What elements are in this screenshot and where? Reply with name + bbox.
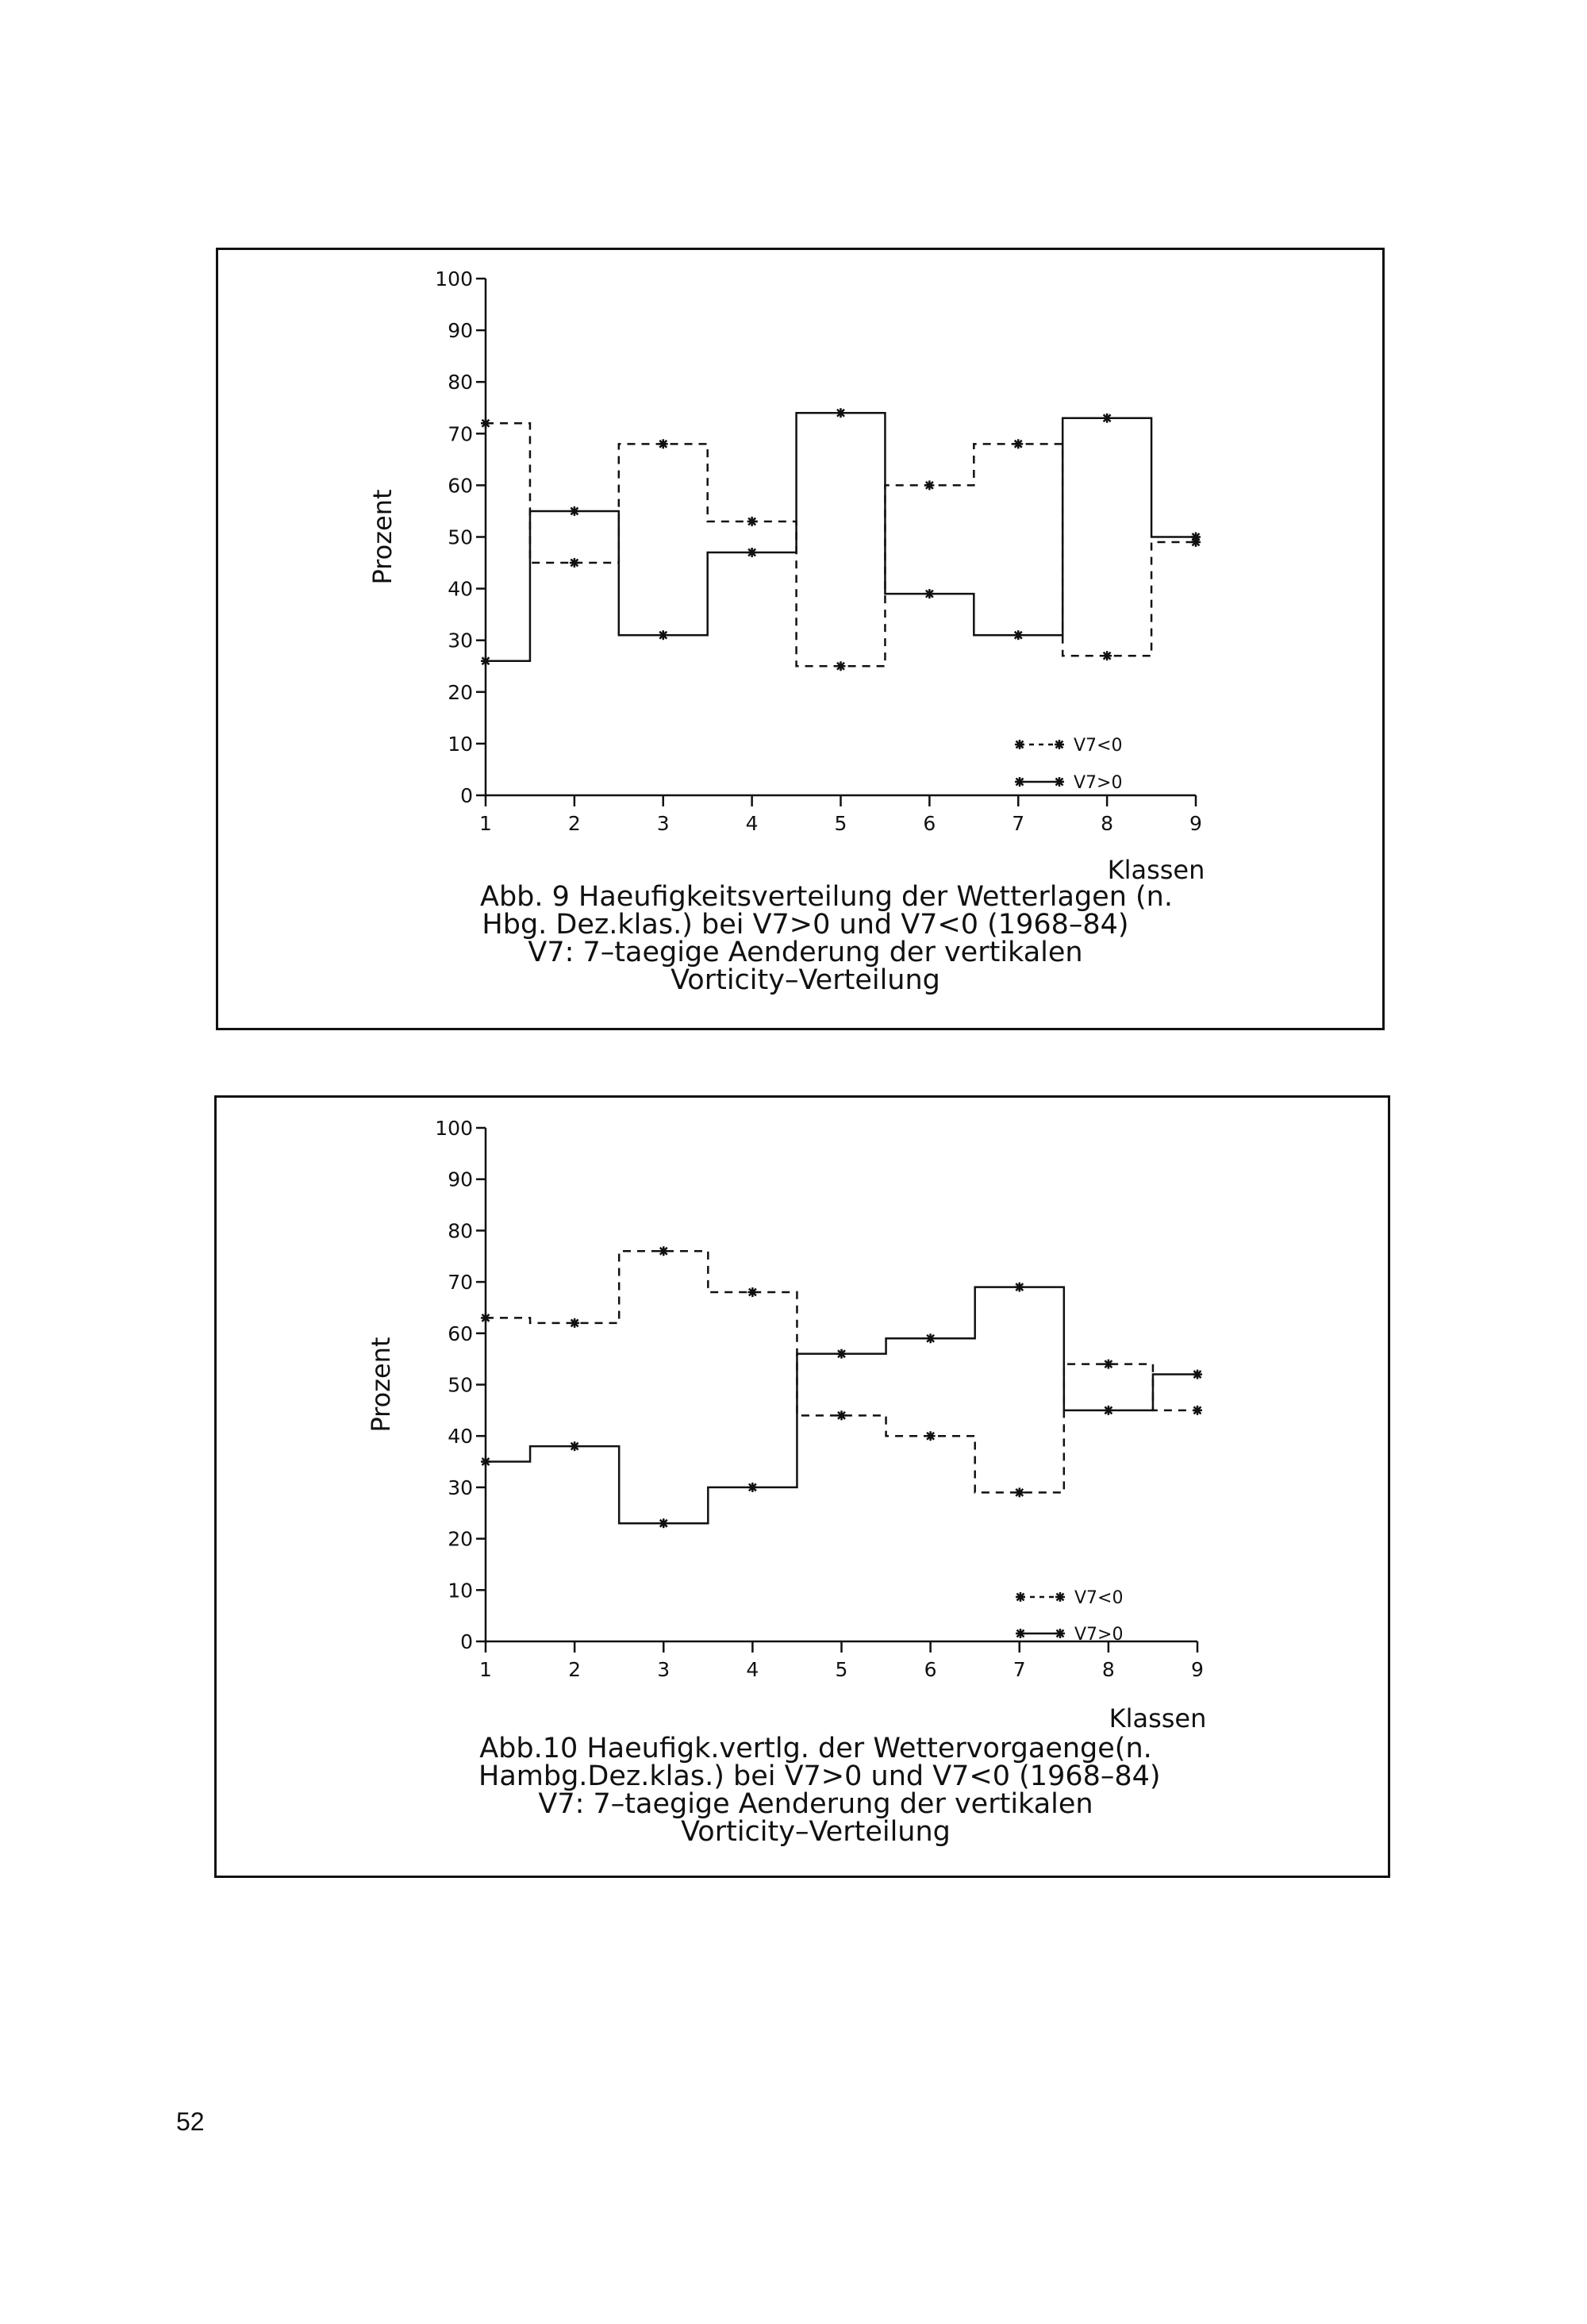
x-tick-label: 6 bbox=[923, 812, 936, 835]
data-point-marker bbox=[481, 418, 490, 428]
caption-line: V7: 7–taegige Aenderung der vertikalen bbox=[528, 937, 1083, 968]
y-tick-label: 10 bbox=[448, 1579, 473, 1603]
series-line-v7-gt-0 bbox=[486, 413, 1196, 660]
data-point-marker bbox=[481, 1457, 490, 1467]
y-tick-label: 10 bbox=[448, 732, 473, 756]
legend-label: V7<0 bbox=[1074, 736, 1123, 756]
x-tick-label: 5 bbox=[834, 812, 847, 835]
y-tick-label: 40 bbox=[448, 577, 473, 601]
legend-marker bbox=[1055, 1629, 1065, 1638]
y-tick-label: 100 bbox=[435, 1117, 473, 1140]
data-point-marker bbox=[924, 480, 934, 490]
legend-label: V7<0 bbox=[1074, 1588, 1124, 1608]
data-point-marker bbox=[1102, 651, 1112, 660]
x-tick-label: 1 bbox=[479, 812, 492, 835]
y-tick-label: 60 bbox=[448, 1322, 473, 1345]
series-line-v7-lt-0 bbox=[486, 1251, 1197, 1492]
y-tick-label: 0 bbox=[460, 1630, 473, 1653]
data-point-marker bbox=[747, 1287, 757, 1297]
y-tick-label: 0 bbox=[460, 784, 473, 807]
x-tick-label: 5 bbox=[835, 1658, 848, 1681]
series-line-v7-lt-0 bbox=[486, 423, 1196, 666]
data-point-marker bbox=[570, 558, 579, 568]
y-tick-label: 40 bbox=[448, 1425, 473, 1449]
data-point-marker bbox=[1015, 1487, 1024, 1497]
y-tick-label: 60 bbox=[448, 474, 473, 498]
legend-marker bbox=[1055, 1592, 1065, 1602]
caption-line: Hbg. Dez.klas.) bei V7>0 und V7<0 (1968–84) bbox=[482, 909, 1129, 941]
caption-line: Vorticity–Verteilung bbox=[671, 964, 940, 996]
chart-panel-abb9 bbox=[216, 248, 1385, 1030]
data-point-marker bbox=[659, 1518, 668, 1528]
data-point-marker bbox=[1013, 439, 1023, 448]
x-tick-label: 8 bbox=[1101, 812, 1114, 835]
x-tick-label: 8 bbox=[1101, 1658, 1115, 1681]
y-tick-label: 90 bbox=[448, 319, 473, 343]
y-axis-title: Prozent bbox=[366, 1337, 396, 1433]
y-tick-label: 70 bbox=[448, 422, 473, 446]
data-point-marker bbox=[747, 517, 757, 526]
data-point-marker bbox=[926, 1333, 936, 1343]
page-number: 52 bbox=[176, 2107, 205, 2136]
y-tick-label: 100 bbox=[435, 267, 473, 290]
x-tick-label: 3 bbox=[657, 1658, 671, 1681]
caption-abb9 bbox=[480, 881, 1173, 996]
x-tick-label: 7 bbox=[1012, 812, 1025, 835]
x-tick-label: 7 bbox=[1013, 1658, 1026, 1681]
data-point-marker bbox=[659, 1246, 668, 1256]
caption-line: Abb.10 Haeufigk.vertlg. der Wettervorgaenge(n. bbox=[479, 1733, 1152, 1764]
data-point-marker bbox=[1191, 533, 1201, 542]
legend-marker bbox=[1016, 1592, 1025, 1602]
y-tick-label: 20 bbox=[448, 1527, 473, 1551]
data-point-marker bbox=[924, 589, 934, 598]
legend-marker bbox=[1055, 777, 1064, 787]
data-point-marker bbox=[1193, 1370, 1202, 1379]
y-tick-label: 30 bbox=[448, 1476, 473, 1499]
chart-panel-abb10 bbox=[214, 1095, 1390, 1878]
caption-line: V7: 7–taegige Aenderung der vertikalen bbox=[538, 1788, 1093, 1820]
y-tick-label: 80 bbox=[448, 1219, 473, 1243]
x-tick-label: 9 bbox=[1189, 812, 1202, 835]
caption-line: Vorticity–Verteilung bbox=[681, 1816, 951, 1848]
data-point-marker bbox=[836, 408, 846, 417]
data-point-marker bbox=[1104, 1406, 1113, 1415]
x-axis-title: Klassen bbox=[1107, 855, 1205, 885]
x-tick-label: 2 bbox=[568, 1658, 582, 1681]
y-tick-label: 50 bbox=[448, 1373, 473, 1397]
y-axis-title: Prozent bbox=[367, 489, 398, 585]
x-tick-label: 9 bbox=[1191, 1658, 1204, 1681]
x-tick-label: 3 bbox=[656, 812, 670, 835]
data-point-marker bbox=[1193, 1406, 1202, 1415]
y-tick-label: 90 bbox=[448, 1168, 473, 1191]
y-tick-label: 30 bbox=[448, 629, 473, 652]
data-point-marker bbox=[1102, 414, 1112, 423]
caption-line: Hambg.Dez.klas.) bei V7>0 und V7<0 (1968–84) bbox=[478, 1760, 1161, 1792]
y-tick-label: 20 bbox=[448, 680, 473, 704]
legend-label: V7>0 bbox=[1074, 1625, 1124, 1645]
caption-line: Abb. 9 Haeufigkeitsverteilung der Wetterlagen (n. bbox=[480, 881, 1173, 913]
x-tick-label: 1 bbox=[479, 1658, 492, 1681]
data-point-marker bbox=[481, 656, 490, 666]
caption-abb10 bbox=[478, 1733, 1161, 1848]
data-point-marker bbox=[659, 630, 668, 640]
legend-marker bbox=[1055, 740, 1064, 749]
data-point-marker bbox=[747, 548, 757, 557]
data-point-marker bbox=[1104, 1360, 1113, 1369]
x-tick-label: 6 bbox=[924, 1658, 937, 1681]
data-point-marker bbox=[570, 1318, 579, 1328]
data-point-marker bbox=[747, 1483, 757, 1492]
legend-marker bbox=[1015, 777, 1024, 787]
y-tick-label: 70 bbox=[448, 1271, 473, 1295]
x-tick-label: 2 bbox=[567, 812, 581, 835]
data-point-marker bbox=[1013, 630, 1023, 640]
x-tick-label: 4 bbox=[746, 1658, 759, 1681]
data-point-marker bbox=[1015, 1283, 1024, 1292]
y-tick-label: 50 bbox=[448, 525, 473, 549]
data-point-marker bbox=[837, 1349, 847, 1359]
x-axis-title: Klassen bbox=[1109, 1703, 1207, 1733]
data-point-marker bbox=[570, 1441, 579, 1451]
series-line-v7-gt-0 bbox=[486, 1287, 1197, 1524]
x-tick-label: 4 bbox=[745, 812, 759, 835]
data-point-marker bbox=[481, 1313, 490, 1322]
data-point-marker bbox=[837, 1410, 847, 1420]
data-point-marker bbox=[570, 506, 579, 516]
legend-label: V7>0 bbox=[1074, 773, 1123, 793]
data-point-marker bbox=[926, 1431, 936, 1441]
legend-marker bbox=[1016, 1629, 1025, 1638]
legend-marker bbox=[1015, 740, 1024, 749]
data-point-marker bbox=[659, 439, 668, 448]
data-point-marker bbox=[836, 661, 846, 671]
y-tick-label: 80 bbox=[448, 371, 473, 394]
